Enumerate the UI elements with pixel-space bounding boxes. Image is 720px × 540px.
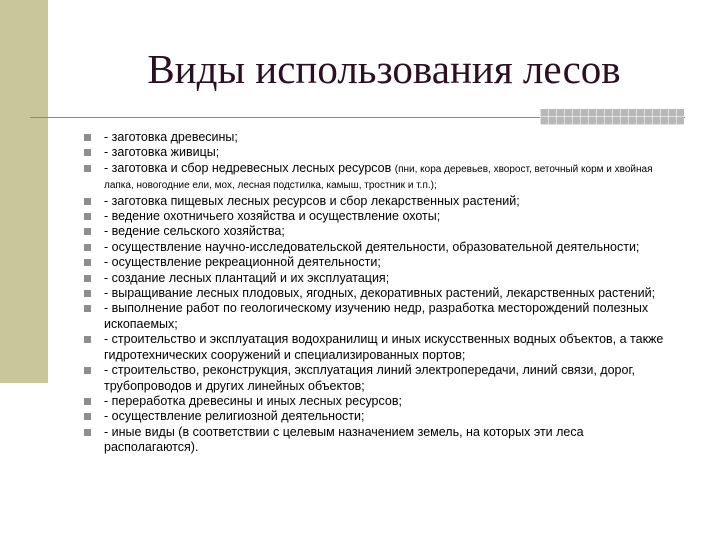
list-item — [84, 224, 664, 239]
list-item-text: - выращивание лесных плодовых, ягодных, декоративных растений, лекарственных растений; — [104, 286, 656, 301]
list-item-text: - осуществление религиозной деятельности; — [104, 409, 365, 424]
list-item-text: - осуществление научно-исследовательской деятельности, образовательной деятельности; — [104, 239, 640, 254]
list-item — [84, 255, 664, 270]
square-bullet-icon — [84, 244, 91, 251]
list-item-text: - строительство и эксплуатация водохранилищ и иных искусственных водных объектов, а также гидротехнических сооружений и специализированных портов; — [104, 332, 664, 362]
list-item-text: - осуществление рекреационной деятельности; — [104, 255, 381, 270]
list-item-text: - ведение сельского хозяйства; — [104, 224, 285, 239]
square-bullet-icon — [84, 336, 91, 343]
square-bullet-icon — [84, 398, 91, 405]
list-item — [84, 286, 664, 301]
square-bullet-icon — [84, 275, 91, 282]
list-item-text: - строительство, реконструкция, эксплуатация линий электропередачи, линий связи, дорог, трубопроводов и других линейных объектов; — [104, 363, 635, 393]
list-item — [84, 363, 664, 394]
slide-title: Виды использования лесов — [147, 46, 621, 92]
square-bullet-icon — [84, 198, 91, 205]
list-item — [84, 209, 664, 224]
list-item — [84, 194, 664, 209]
list-item — [84, 161, 664, 194]
list-item — [84, 145, 664, 160]
square-bullet-icon — [84, 413, 91, 420]
forest-use-list — [84, 130, 664, 456]
decorative-grid-pattern — [540, 109, 684, 125]
list-item-text: - переработка древесины и иных лесных ресурсов; — [104, 393, 402, 408]
list-item-text: - выполнение работ по геологическому изучению недр, разработка месторождений полезных ископаемых; — [104, 301, 649, 331]
square-bullet-icon — [84, 149, 91, 156]
list-item-text: - иные виды (в соответствии с целевым назначением земель, на которых эти леса располагаются). — [104, 424, 584, 455]
list-item — [84, 409, 664, 424]
list-item-text: - ведение охотничьего хозяйства и осуществление охоты; — [104, 209, 441, 224]
list-item — [84, 425, 664, 456]
list-item — [84, 240, 664, 255]
square-bullet-icon — [84, 165, 91, 172]
list-item-text: - создание лесных плантаций и их эксплуатация; — [104, 270, 390, 285]
list-item-text: - заготовка древесины; — [104, 130, 238, 144]
list-item — [84, 332, 664, 363]
list-item-text: - заготовка живицы; — [104, 145, 220, 160]
square-bullet-icon — [84, 259, 91, 266]
list-item-note: (пни, кора деревьев, хворост, веточный корм и хвойная лапка, новогодние ели, мох, лесная подстилка, камыш, тростник и т.п.); — [104, 163, 653, 192]
square-bullet-icon — [84, 429, 91, 436]
square-bullet-icon — [84, 213, 91, 220]
list-item-text: - заготовка и сбор недревесных лесных ресурсов — [104, 160, 395, 175]
list-item — [84, 301, 664, 332]
square-bullet-icon — [84, 134, 91, 141]
square-bullet-icon — [84, 228, 91, 235]
list-item — [84, 130, 664, 145]
square-bullet-icon — [84, 290, 91, 297]
list-item-text: - заготовка пищевых лесных ресурсов и сбор лекарственных растений; — [104, 193, 520, 208]
square-bullet-icon — [84, 305, 91, 312]
list-item — [84, 271, 664, 286]
decorative-side-bar — [0, 0, 48, 383]
square-bullet-icon — [84, 367, 91, 374]
list-item — [84, 394, 664, 409]
